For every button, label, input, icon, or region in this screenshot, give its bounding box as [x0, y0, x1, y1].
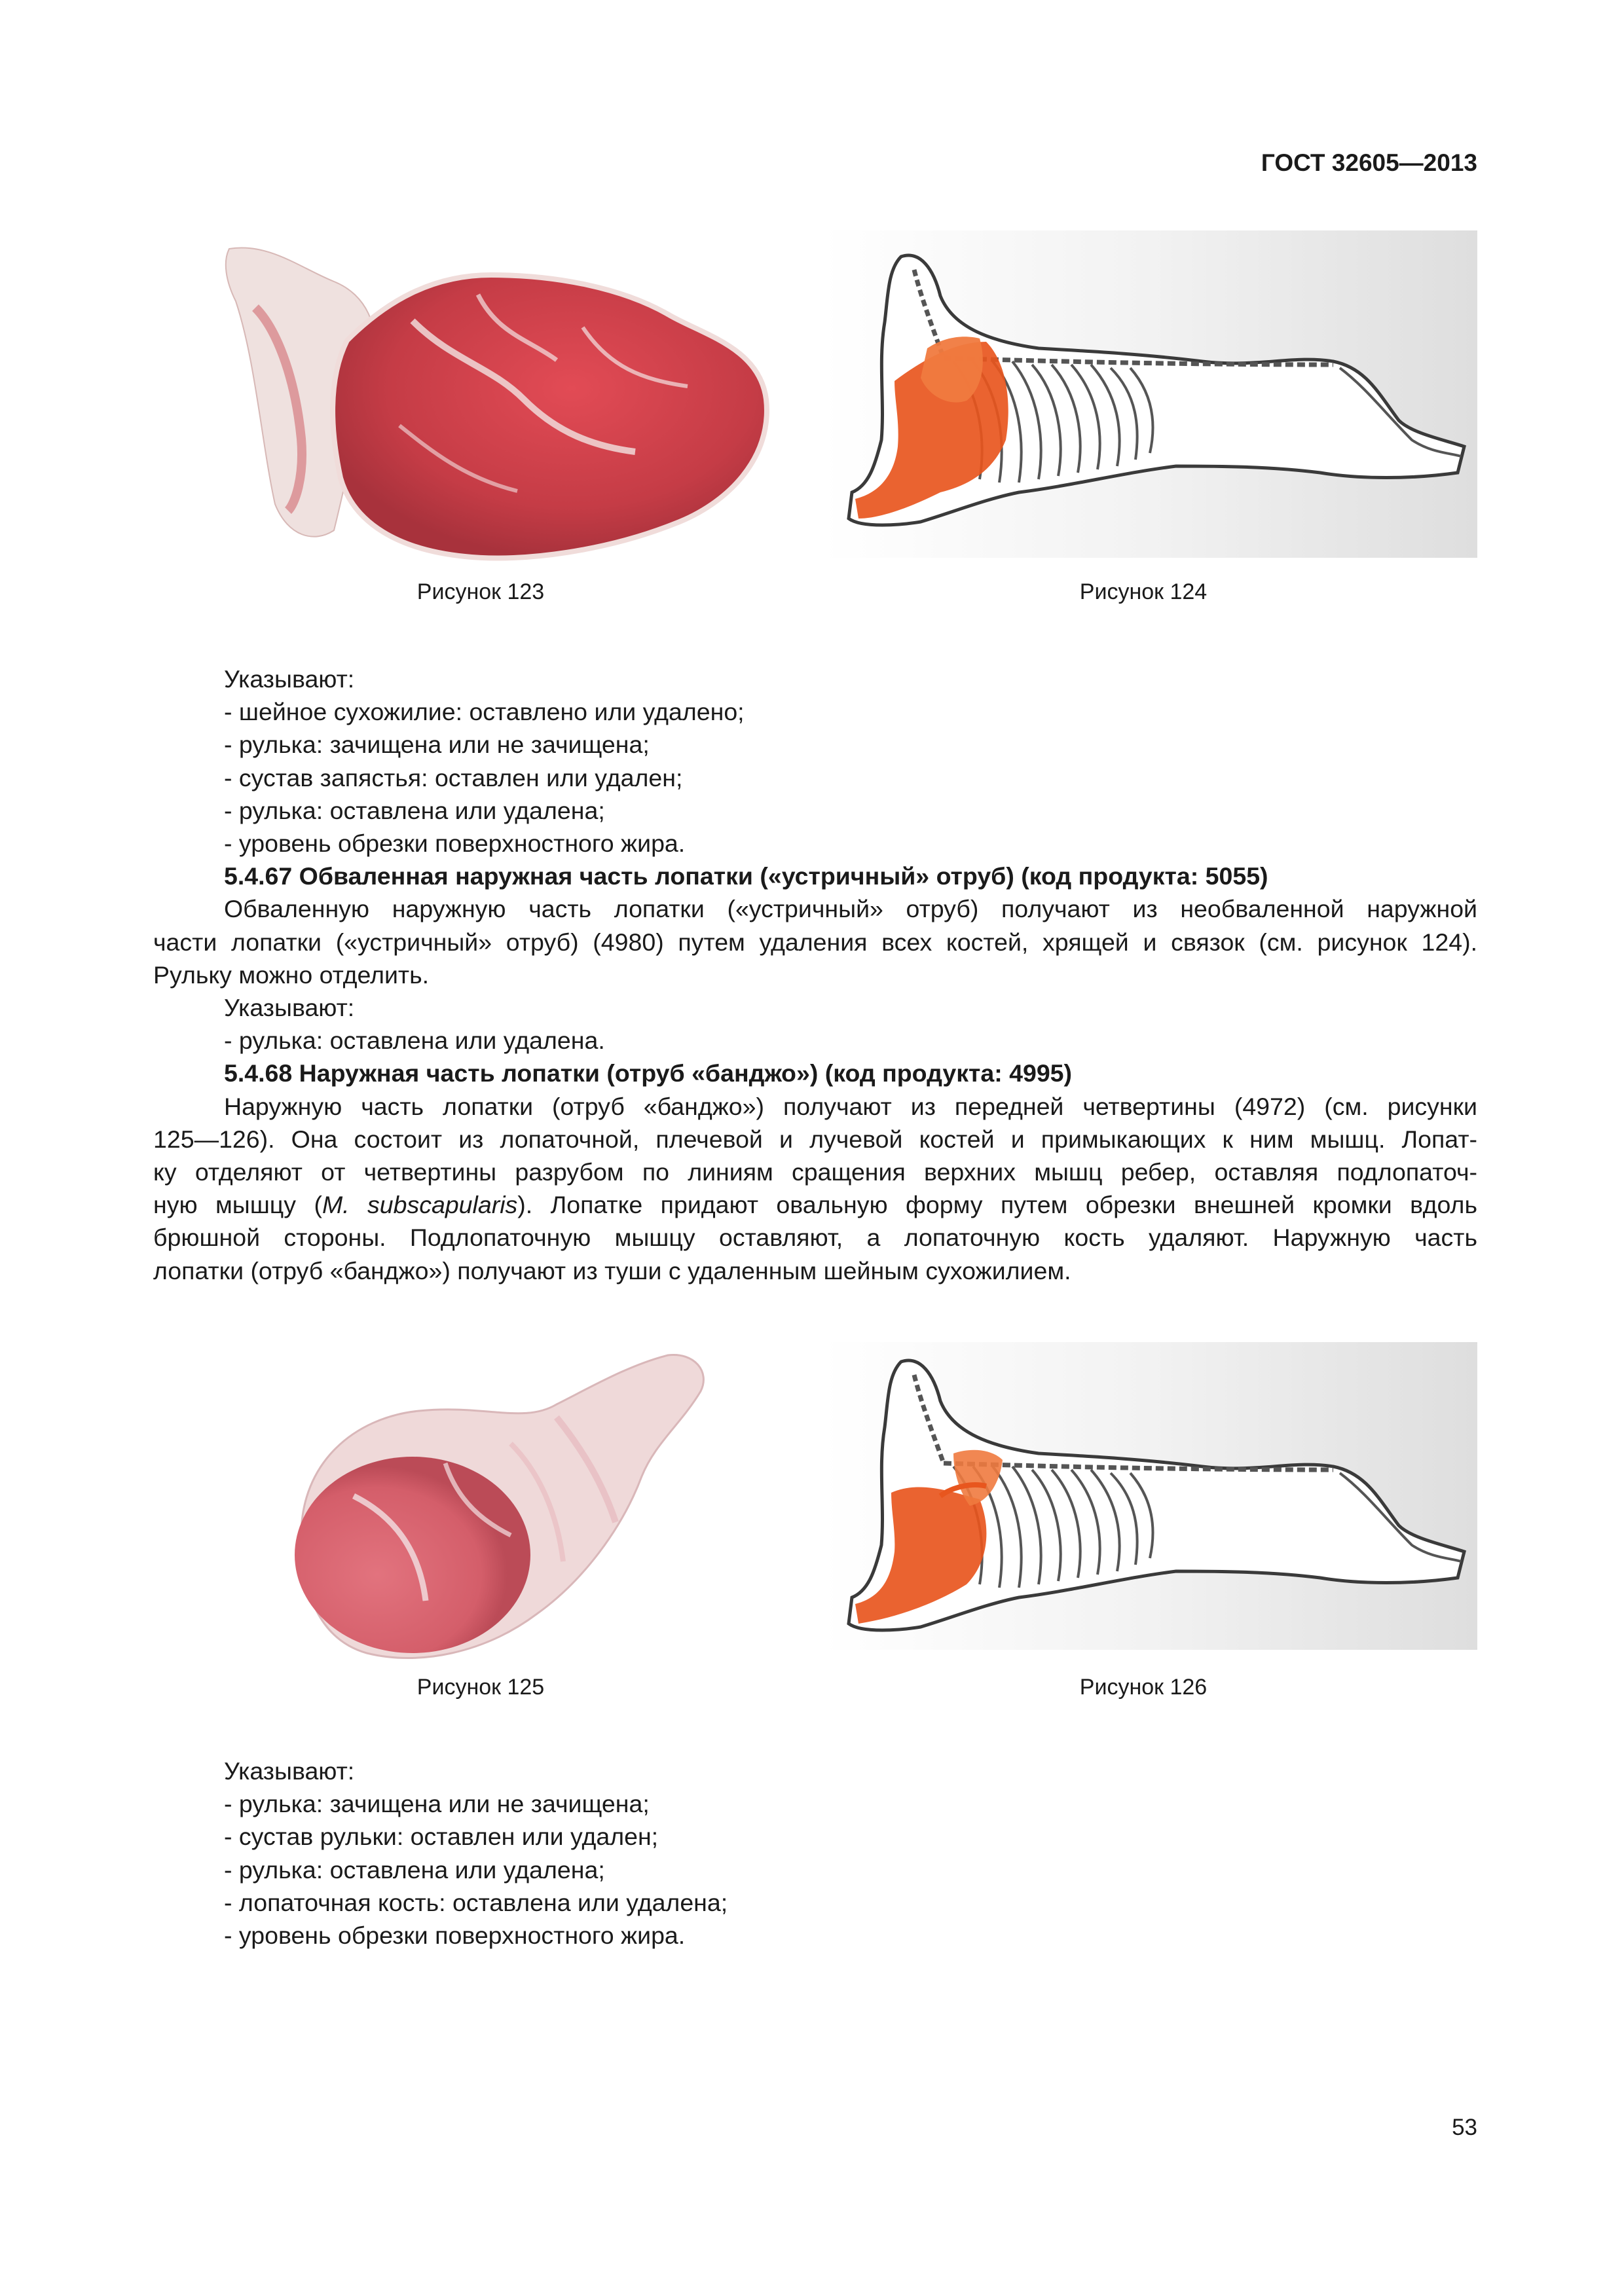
text-block-2	[153, 1755, 1477, 1952]
figure-125-meat-photo	[275, 1352, 720, 1679]
list1-item: - рулька: оставлена или удалена;	[224, 796, 605, 824]
list2-item: - сустав рульки: оставлен или удален;	[224, 1823, 659, 1851]
text-block-1	[153, 663, 1477, 1287]
list2-intro: Указывают:	[224, 1757, 355, 1785]
section-5467-line: части лопатки («устричный» отруб) (4980) путем удаления всех костей, хрящей и связок (см. рисунок 124).	[153, 928, 1477, 956]
section-5468-line: 125—126). Она состоит из лопаточной, плечевой и лучевой костей и примыкающих к ним мышц. Лопат-	[153, 1125, 1477, 1153]
list2-item: - лопаточная кость: оставлена или удалена;	[224, 1888, 728, 1916]
list2-item: - уровень обрезки поверхностного жира.	[224, 1922, 686, 1950]
section-5468-line: ку отделяют от четвертины разрубом по линиям сращения верхних мышц ребер, оставляя подлопаточ-	[153, 1158, 1477, 1186]
document-header: ГОСТ 32605—2013	[1261, 149, 1477, 176]
figure-126-caption: Рисунок 126	[1079, 1675, 1208, 1700]
list1-intro: Указывают:	[224, 665, 355, 693]
section-5467-list-intro: Указывают:	[224, 994, 355, 1022]
list1-item: - сустав запястья: оставлен или удален;	[224, 763, 683, 792]
page-number: 53	[1452, 2115, 1477, 2140]
list1-item: - уровень обрезки поверхностного жира.	[224, 829, 686, 858]
list2-item: - рулька: оставлена или удалена;	[224, 1855, 605, 1884]
section-5467-list-item: - рулька: оставлена или удалена.	[224, 1027, 605, 1055]
section-5468-heading: 5.4.68 Наружная часть лопатки (отруб «банджо») (код продукта: 4995)	[224, 1059, 1073, 1087]
figure-125-caption: Рисунок 125	[416, 1675, 545, 1700]
list2-item: - рулька: зачищена или не зачищена;	[224, 1790, 650, 1818]
figure-124-carcass-diagram	[822, 230, 1477, 558]
section-5468-line: Наружную часть лопатки (отруб «банджо») получают из передней четвертины (4972) (см. рисунки	[224, 1092, 1477, 1120]
section-5468-line: лопатки (отруб «банджо») получают из туши с удаленным шейным сухожилием.	[153, 1256, 1071, 1285]
section-5467-line: Рульку можно отделить.	[153, 960, 430, 989]
section-5467-heading: 5.4.67 Обваленная наружная часть лопатки («устричный» отруб) (код продукта: 5055)	[224, 862, 1268, 890]
figure-124-caption: Рисунок 124	[1079, 579, 1208, 604]
section-5468-line4-pre: ную мышцу (	[153, 1191, 322, 1219]
section-5468-line	[153, 1188, 1477, 1221]
section-5468-line: брюшной стороны. Подлопаточную мышцу оставляют, а лопаточную кость удаляют. Наружную часть	[153, 1224, 1477, 1252]
section-5467-line: Обваленную наружную часть лопатки («устричный» отруб) получают из необваленной наружной	[224, 895, 1477, 923]
section-5468-line4-post: ). Лопатке придают овальную форму путем обрезки внешней кромки вдоль	[517, 1191, 1477, 1219]
list1-item: - рулька: зачищена или не зачищена;	[224, 731, 650, 759]
figure-126-carcass-diagram	[822, 1342, 1477, 1650]
figure-123-meat-photo	[216, 229, 779, 570]
figure-123-caption: Рисунок 123	[416, 579, 545, 604]
latin-muscle-name: M. subscapularis	[322, 1191, 518, 1219]
list1-item: - шейное сухожилие: оставлено или удалено;	[224, 698, 745, 726]
